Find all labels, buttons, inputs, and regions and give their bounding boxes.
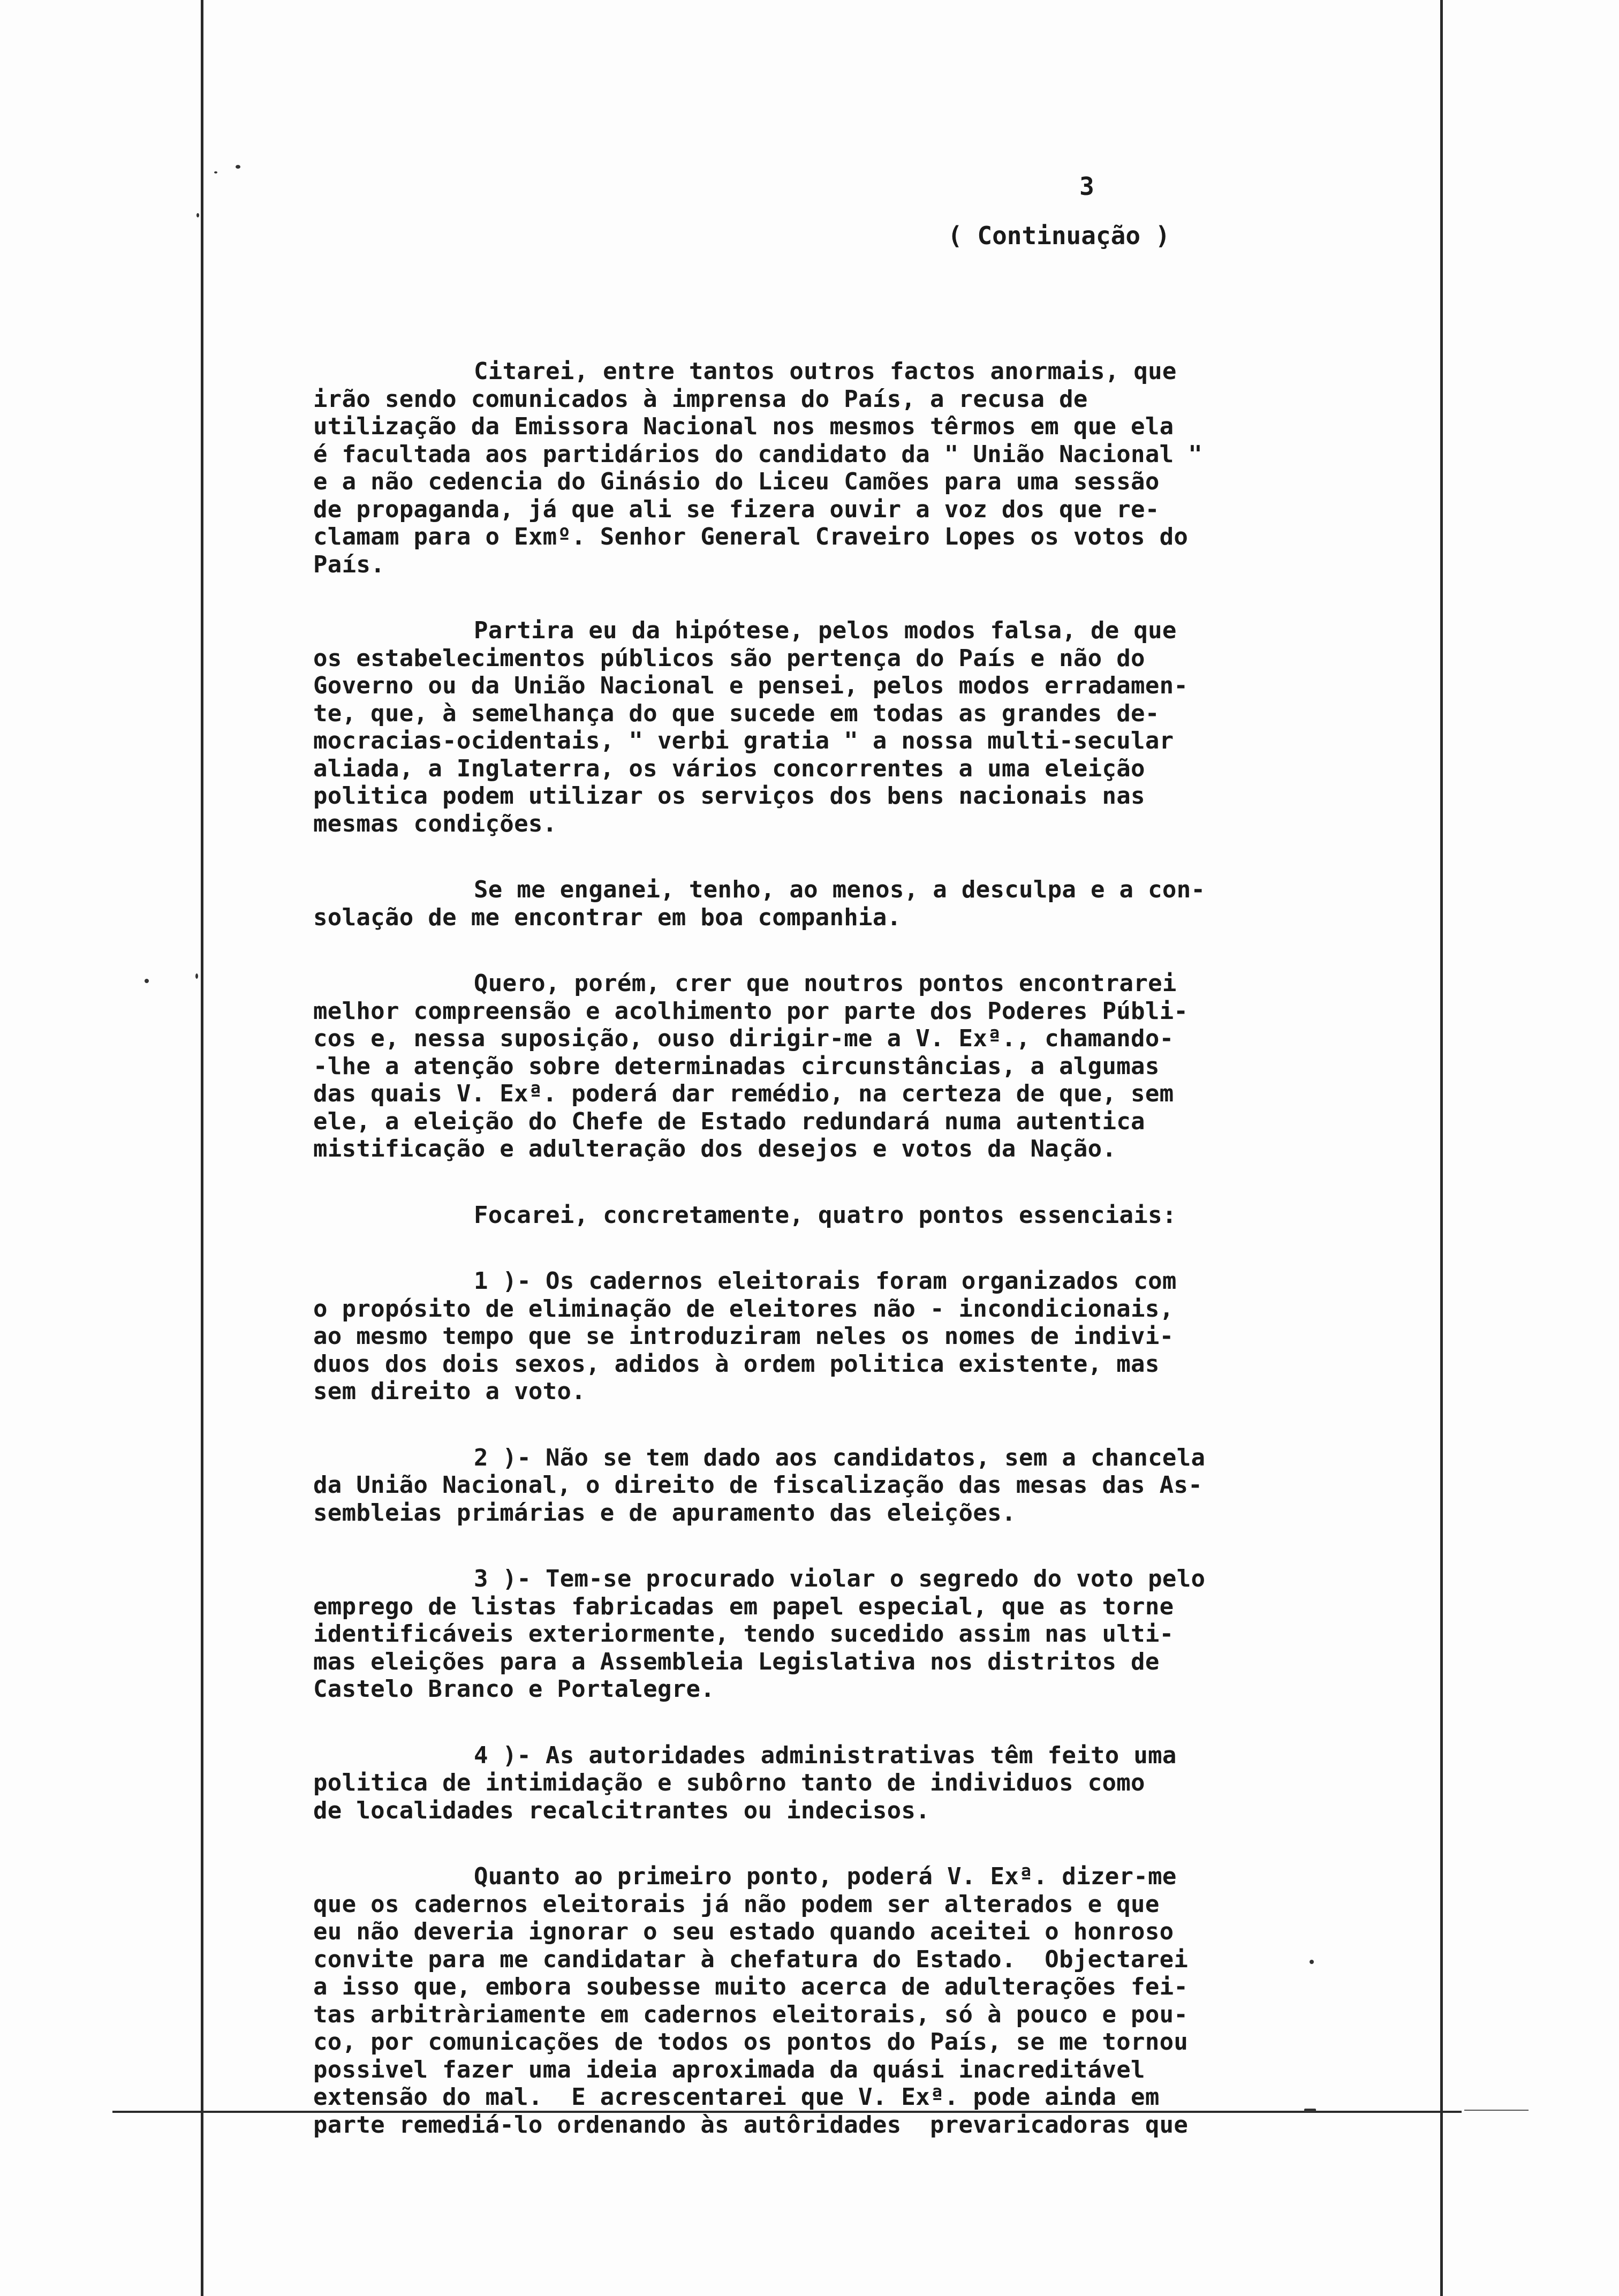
text-line: de localidades recalcitrantes ou indecisos. bbox=[313, 1796, 930, 1824]
text-line: e a não cedencia do Ginásio do Liceu Camões para uma sessão bbox=[313, 468, 1160, 495]
text-line: utilização da Emissora Nacional nos mesmos têrmos em que ela bbox=[313, 413, 1174, 440]
text-line: os estabelecimentos públicos são pertença do País e não do bbox=[313, 644, 1145, 672]
page-number: 3 bbox=[1079, 172, 1094, 201]
paragraph-first-line: Quanto ao primeiro ponto, poderá V. Exª. dizer-me bbox=[474, 1863, 1177, 1890]
paragraph-first-line: Se me enganei, tenho, ao menos, a desculpa e a con- bbox=[474, 876, 1206, 903]
text-line: co, por comunicações de todos os pontos do País, se me tornou bbox=[313, 2028, 1189, 2056]
text-line: melhor compreensão e acolhimento por parte dos Poderes Públi- bbox=[313, 997, 1189, 1025]
text-line: cos e, nessa suposição, ouso dirigir-me a V. Exª., chamando- bbox=[313, 1025, 1174, 1052]
paragraph-first-line: 3 )- Tem-se procurado violar o segredo do voto pelo bbox=[474, 1565, 1206, 1592]
ink-speck bbox=[195, 973, 198, 979]
paragraph-first-line: 2 )- Não se tem dado aos candidatos, sem a chancela bbox=[474, 1444, 1206, 1471]
text-line: mistificação e adulteração dos desejos e votos da Nação. bbox=[313, 1135, 1117, 1162]
paragraph bbox=[313, 1565, 1330, 1703]
text-line: aliada, a Inglaterra, os vários concorrentes a uma eleição bbox=[313, 754, 1145, 782]
paragraph bbox=[313, 358, 1330, 578]
text-line: tas arbitràriamente em cadernos eleitorais, só à pouco e pou- bbox=[313, 2000, 1189, 2028]
paragraph bbox=[313, 1267, 1330, 1406]
paragraph-first-line: Partira eu da hipótese, pelos modos falsa, de que bbox=[474, 617, 1177, 644]
ink-speck bbox=[145, 979, 149, 983]
text-line: das quais V. Exª. poderá dar remédio, na certeza de que, sem bbox=[313, 1080, 1174, 1107]
text-line: sem direito a voto. bbox=[313, 1378, 586, 1405]
text-line: mesmas condições. bbox=[313, 810, 557, 837]
text-line: sembleias primárias e de apuramento das eleições. bbox=[313, 1499, 1016, 1527]
paragraph bbox=[313, 970, 1330, 1163]
paragraph bbox=[313, 876, 1330, 931]
ink-speck bbox=[196, 213, 199, 217]
text-line: a isso que, embora soubesse muito acerca de adulterações fei- bbox=[313, 1973, 1189, 2000]
continuation-heading: ( Continuação ) bbox=[948, 221, 1170, 250]
text-line: parte remediá-lo ordenando às autôridades prevaricadoras que bbox=[313, 2111, 1189, 2139]
text-line: da União Nacional, o direito de fiscalização das mesas das As- bbox=[313, 1471, 1202, 1499]
left-margin-rule bbox=[201, 0, 203, 2296]
text-line: clamam para o Exmº. Senhor General Craveiro Lopes os votos do bbox=[313, 523, 1189, 550]
text-line: País. bbox=[313, 550, 385, 578]
paragraph-first-line: Citarei, entre tantos outros factos anormais, que bbox=[474, 358, 1177, 385]
text-line: ao mesmo tempo que se introduziram neles os nomes de indivi- bbox=[313, 1323, 1174, 1350]
text-line: extensão do mal. E acrescentarei que V. Exª. pode ainda em bbox=[313, 2083, 1160, 2111]
text-line: irão sendo comunicados à imprensa do País, a recusa de bbox=[313, 385, 1088, 413]
paragraph-first-line: 1 )- Os cadernos eleitorais foram organizados com bbox=[474, 1267, 1177, 1295]
paragraph bbox=[313, 1202, 1330, 1229]
right-margin-rule bbox=[1440, 0, 1443, 2296]
text-line: identificáveis exteriormente, tendo sucedido assim nas ulti- bbox=[313, 1620, 1174, 1648]
text-line: que os cadernos eleitorais já não podem ser alterados e que bbox=[313, 1890, 1160, 1918]
text-line: ele, a eleição do Chefe de Estado redundará numa autentica bbox=[313, 1107, 1145, 1135]
paragraph bbox=[313, 1444, 1330, 1527]
text-line: Governo ou da União Nacional e pensei, pelos modos erradamen- bbox=[313, 672, 1189, 699]
letter-body bbox=[313, 358, 1330, 2177]
paragraph bbox=[313, 1742, 1330, 1825]
text-line: -lhe a atenção sobre determinadas circunstâncias, a algumas bbox=[313, 1052, 1160, 1080]
text-line: emprego de listas fabricadas em papel especial, que as torne bbox=[313, 1592, 1174, 1620]
text-line: convite para me candidatar à chefatura do Estado. Objectarei bbox=[313, 1945, 1189, 1973]
text-line: eu não deveria ignorar o seu estado quando aceitei o honroso bbox=[313, 1918, 1174, 1945]
ink-speck bbox=[236, 165, 240, 169]
text-line: politica de intimidação e subôrno tanto de individuos como bbox=[313, 1769, 1145, 1796]
text-line: politica podem utilizar os serviços dos bens nacionais nas bbox=[313, 782, 1145, 810]
paragraph bbox=[313, 1863, 1330, 2139]
text-line: Castelo Branco e Portalegre. bbox=[313, 1675, 715, 1703]
text-line: duos dos dois sexos, adidos à ordem politica existente, mas bbox=[313, 1350, 1160, 1378]
ink-speck bbox=[214, 171, 217, 173]
text-line: mocracias-ocidentais, " verbi gratia " a nossa multi-secular bbox=[313, 727, 1174, 754]
text-line: possivel fazer uma ideia aproximada da quási inacreditável bbox=[313, 2056, 1145, 2083]
text-line: solação de me encontrar em boa companhia. bbox=[313, 903, 902, 931]
paragraph-first-line: Quero, porém, crer que noutros pontos encontrarei bbox=[474, 970, 1177, 997]
paragraph-first-line: Focarei, concretamente, quatro pontos essenciais: bbox=[474, 1201, 1177, 1229]
text-line: te, que, à semelhança do que sucede em todas as grandes de- bbox=[313, 699, 1160, 727]
text-line: o propósito de eliminação de eleitores não - incondicionais, bbox=[313, 1295, 1174, 1323]
text-line: é facultada aos partidários do candidato da " União Nacional " bbox=[313, 440, 1202, 468]
text-line: mas eleições para a Assembleia Legislativa nos distritos de bbox=[313, 1648, 1160, 1675]
paragraph bbox=[313, 617, 1330, 837]
paragraph-first-line: 4 )- As autoridades administrativas têm feito uma bbox=[474, 1741, 1177, 1769]
bottom-rule-tail bbox=[1464, 2110, 1529, 2111]
text-line: de propaganda, já que ali se fizera ouvir a voz dos que re- bbox=[313, 495, 1160, 523]
